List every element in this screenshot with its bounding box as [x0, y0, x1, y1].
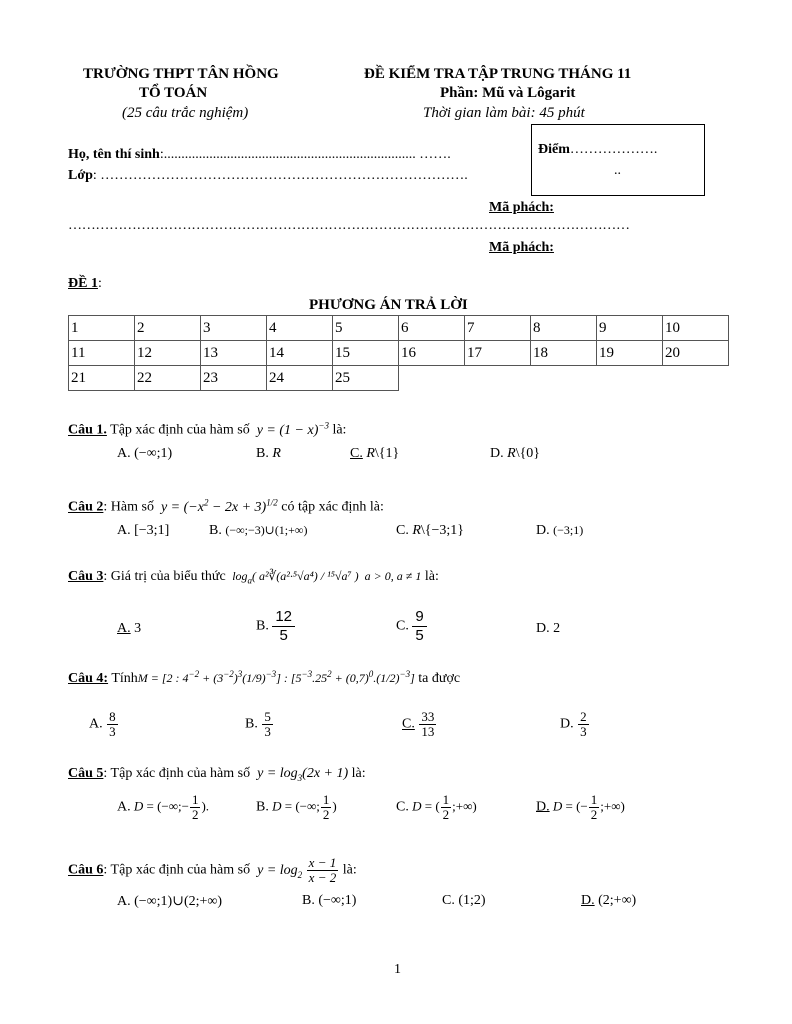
q5-option-b[interactable]: B. D = (−∞; $\frac{1}{2}$ ) [256, 792, 337, 822]
question-6-tail: là: [342, 862, 357, 878]
answer-table [68, 315, 729, 391]
question-2-label: Câu 2 [68, 499, 104, 515]
answer-row [69, 341, 729, 366]
cut-line: …………………………………………………………………………………………………………… [68, 218, 630, 233]
student-name-label: Họ, tên thí sinh [68, 147, 160, 162]
answer-cell[interactable]: 17 [465, 341, 531, 366]
q6-option-c[interactable]: C. (1;2) [442, 893, 486, 908]
student-class-dots: : ……………………………………………………………………. [92, 168, 468, 183]
answer-cell[interactable]: 5 [333, 316, 399, 341]
student-class-label: Lớp [68, 168, 93, 183]
answer-cell-empty [663, 366, 729, 391]
question-5: Câu 5: Tập xác định của hàm số $y = \log_3(2x + 1)$ là: [68, 766, 366, 783]
question-4-text: Tính [111, 671, 138, 686]
question-count: (25 câu trắc nghiệm) [122, 105, 249, 121]
q3-option-b[interactable]: B. $\frac{12}{5}$ [256, 608, 295, 645]
score-line [538, 142, 657, 158]
answer-cell[interactable]: 12 [135, 341, 201, 366]
q3-c-numerator: 9 [412, 608, 426, 627]
answer-cell[interactable]: 18 [531, 341, 597, 366]
q5-option-c[interactable]: C. D = ( $\frac{1}{2}$ ;+∞) [396, 792, 477, 822]
ma-phach-top: Mã phách: [489, 200, 554, 215]
q1-option-d[interactable]: D. R\{0} [490, 446, 541, 461]
q3-option-c[interactable]: C. $\frac{9}{5}$ [396, 608, 427, 645]
question-5-label: Câu 5 [68, 766, 104, 781]
q6-option-d[interactable]: D. (2;+∞) [581, 893, 637, 908]
answer-cell[interactable]: 16 [399, 341, 465, 366]
answer-cell[interactable]: 4 [267, 316, 333, 341]
question-1-tail: là: [332, 422, 347, 438]
question-5-text: Tập xác định của hàm số [110, 766, 251, 781]
answer-cell[interactable]: 14 [267, 341, 333, 366]
question-1-formula: $y = (1 - x)^{-3}$ [253, 420, 329, 438]
q2-option-d[interactable]: D. (−3;1) [536, 523, 584, 538]
answer-cell[interactable]: 15 [333, 341, 399, 366]
answer-cell[interactable]: 20 [663, 341, 729, 366]
answer-cell[interactable]: 9 [597, 316, 663, 341]
exam-time: Thời gian làm bài: 45 phút [423, 105, 585, 121]
score-dots: ………………. [569, 142, 658, 157]
exam-title: ĐỀ KIỂM TRA TẬP TRUNG THÁNG 11 [364, 66, 632, 82]
exam-code: ĐỀ 1: [68, 276, 102, 291]
student-name-line [68, 147, 451, 163]
q3-c-denominator: 5 [415, 627, 424, 644]
q1-option-b[interactable]: B. R [256, 446, 281, 461]
question-3-text: Giá trị của biểu thức [110, 569, 226, 584]
q5-option-a[interactable]: A. D = (−∞;− $\frac{1}{2}$ ). [117, 792, 210, 822]
q6-option-b[interactable]: B. (−∞;1) [302, 893, 357, 908]
score-box [531, 124, 705, 196]
question-6: Câu 6: Tập xác định của hàm số $y = \log_2$ $\frac{x - 1}{x - 2}$ là: [68, 855, 357, 885]
q4-option-d[interactable]: D. $\frac{2}{3}$ [560, 709, 587, 739]
answer-cell-empty [399, 366, 465, 391]
q4-option-b[interactable]: B. $\frac{5}{3}$ [245, 709, 271, 739]
q3-option-a[interactable]: A. 3 [117, 621, 142, 636]
answer-cell-empty [465, 366, 531, 391]
question-4-formula: M = [2 : $4^{-2} + (3^{-2})^3(1/9)^{-3}$] : $[5^{-3}.25^2 + (0,7)^0.(1/2)^{-3}]$ [137, 669, 415, 685]
answer-row [69, 366, 729, 391]
q3-option-d[interactable]: D. 2 [536, 621, 561, 636]
question-5-formula: $y = \log_3(2x + 1)$ [253, 766, 349, 783]
student-class-line [68, 168, 468, 184]
question-6-text: Tập xác định của hàm số [110, 862, 251, 878]
q2-option-c[interactable]: C. R\{−3;1} [396, 523, 465, 538]
school-name: TRƯỜNG THPT TÂN HỒNG [83, 66, 279, 82]
question-2: Câu 2: Hàm số $y = (-x^2 - 2x + 3)^{1/2}$ có tập xác định là: [68, 497, 384, 515]
answer-cell[interactable]: 25 [333, 366, 399, 391]
answer-cell[interactable]: 22 [135, 366, 201, 391]
question-6-formula: $y = \log_2$ $\frac{x - 1}{x - 2}$ [253, 855, 337, 885]
answer-cell[interactable]: 19 [597, 341, 663, 366]
question-4 [68, 669, 460, 687]
answer-cell[interactable]: 7 [465, 316, 531, 341]
question-5-tail: là: [351, 766, 366, 781]
question-2-formula: $y = (-x^2 - 2x + 3)^{1/2}$ [157, 497, 278, 515]
question-1-text: Tập xác định của hàm số [110, 422, 250, 438]
answer-cell[interactable]: 11 [69, 341, 135, 366]
answer-row [69, 316, 729, 341]
question-1-label: Câu 1. [68, 422, 107, 438]
q4-option-c[interactable]: C. $\frac{33}{13}$ [402, 709, 435, 739]
question-3: Câu 3: Giá trị của biểu thức $\log_a$( a²∛(a²·⁵√a⁴) / ¹⁵√a⁷ ) a > 0, a ≠ 1 là: [68, 569, 439, 586]
question-3-formula: $\log_a$( a²∛(a²·⁵√a⁴) / ¹⁵√a⁷ ) a > 0, a ≠ 1 [229, 569, 422, 586]
question-2-tail: có tập xác định là: [281, 499, 384, 515]
answer-cell[interactable]: 8 [531, 316, 597, 341]
question-4-label: Câu 4: [68, 671, 109, 686]
question-4-tail: ta được [418, 671, 461, 686]
q2-option-b[interactable]: B. (−∞;−3)∪(1;+∞) [209, 523, 308, 538]
department: TỔ TOÁN [139, 85, 208, 101]
q4-option-a[interactable]: A. $\frac{8}{3}$ [89, 709, 116, 739]
answer-cell[interactable]: 3 [201, 316, 267, 341]
score-dots-2: .. [614, 163, 621, 178]
question-2-text: Hàm số [110, 499, 154, 515]
q2-option-a[interactable]: A. [−3;1] [117, 523, 170, 538]
question-3-tail: là: [424, 569, 439, 584]
q3-b-denominator: 5 [279, 627, 288, 644]
question-3-label: Câu 3 [68, 569, 104, 584]
question-6-label: Câu 6 [68, 862, 104, 878]
exam-part: Phần: Mũ và Lôgarit [440, 85, 576, 101]
answer-cell[interactable]: 24 [267, 366, 333, 391]
q1-option-c[interactable]: C. R\{1} [350, 446, 400, 461]
answer-cell[interactable]: 13 [201, 341, 267, 366]
answer-cell[interactable]: 2 [135, 316, 201, 341]
student-name-dots: :........................................................................ ……. [159, 147, 451, 162]
answer-cell[interactable]: 10 [663, 316, 729, 341]
page-number: 1 [394, 962, 401, 977]
answer-sheet-title: PHƯƠNG ÁN TRẢ LỜI [309, 297, 468, 313]
answer-cell[interactable]: 6 [399, 316, 465, 341]
q6-option-a[interactable]: A. (−∞;1)∪(2;+∞) [117, 894, 223, 909]
q3-b-numerator: 12 [272, 608, 295, 627]
q5-option-d[interactable]: D. D = (− $\frac{1}{2}$ ;+∞) [536, 792, 625, 822]
q1-option-a[interactable]: A. (−∞;1) [117, 446, 173, 461]
score-label: Điểm [538, 142, 570, 157]
answer-cell[interactable]: 1 [69, 316, 135, 341]
question-1 [68, 420, 346, 439]
answer-cell-empty [597, 366, 663, 391]
answer-cell[interactable]: 23 [201, 366, 267, 391]
ma-phach-bottom: Mã phách: [489, 240, 554, 255]
answer-cell[interactable]: 21 [69, 366, 135, 391]
answer-cell-empty [531, 366, 597, 391]
exam-code-label: ĐỀ 1 [68, 276, 98, 291]
